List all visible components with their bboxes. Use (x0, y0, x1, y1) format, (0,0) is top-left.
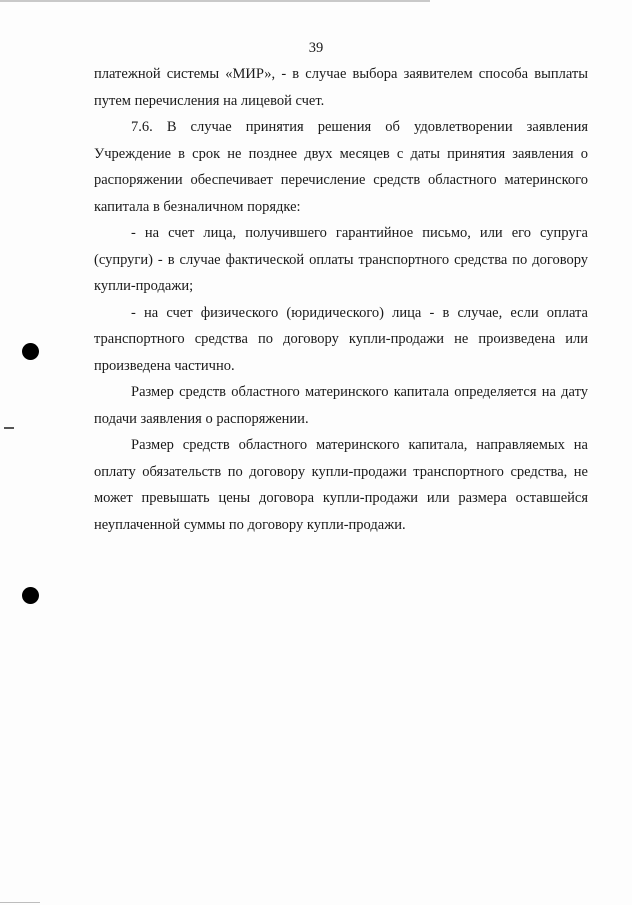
punch-hole-mark (22, 587, 39, 604)
paragraph-continuation: платежной системы «МИР», - в случае выбора заявителем способа выплаты путем перечисления на лицевой счет. (94, 66, 588, 109)
punch-hole-mark (22, 343, 39, 360)
scan-top-edge (0, 0, 430, 2)
scan-bottom-edge (0, 902, 40, 903)
paragraph-amount-limit: Размер средств областного материнского капитала, направляемых на оплату обязательств по договору купли-продажи транспортного средства, не может превышать цены договора купли-продажи или размера оставшейся неуплаченной суммы по договору купли-продажи. (94, 437, 588, 533)
page-number: 39 (308, 40, 324, 56)
paragraph-bullet-legal-entity: - на счет физического (юридического) лица - в случае, если оплата транспортного средства по договору купли-продажи не произведена или произведена частично. (94, 304, 588, 374)
paragraph-bullet-guarantor: - на счет лица, получившего гарантийное письмо, или его супруга (супруги) - в случае фактической оплаты транспортного средства по договору купли-продажи; (94, 225, 588, 294)
document-body (94, 61, 588, 538)
scan-artifact-mark (4, 427, 14, 429)
paragraph-clause-7-6: 7.6. В случае принятия решения об удовлетворении заявления Учреждение в срок не позднее двух месяцев с даты принятия заявления о распоряжении обеспечивает перечисление средств областного материнского капитала в безналичном порядке: (94, 119, 588, 215)
paragraph-amount-date: Размер средств областного материнского капитала определяется на дату подачи заявления о распоряжении. (94, 384, 588, 427)
